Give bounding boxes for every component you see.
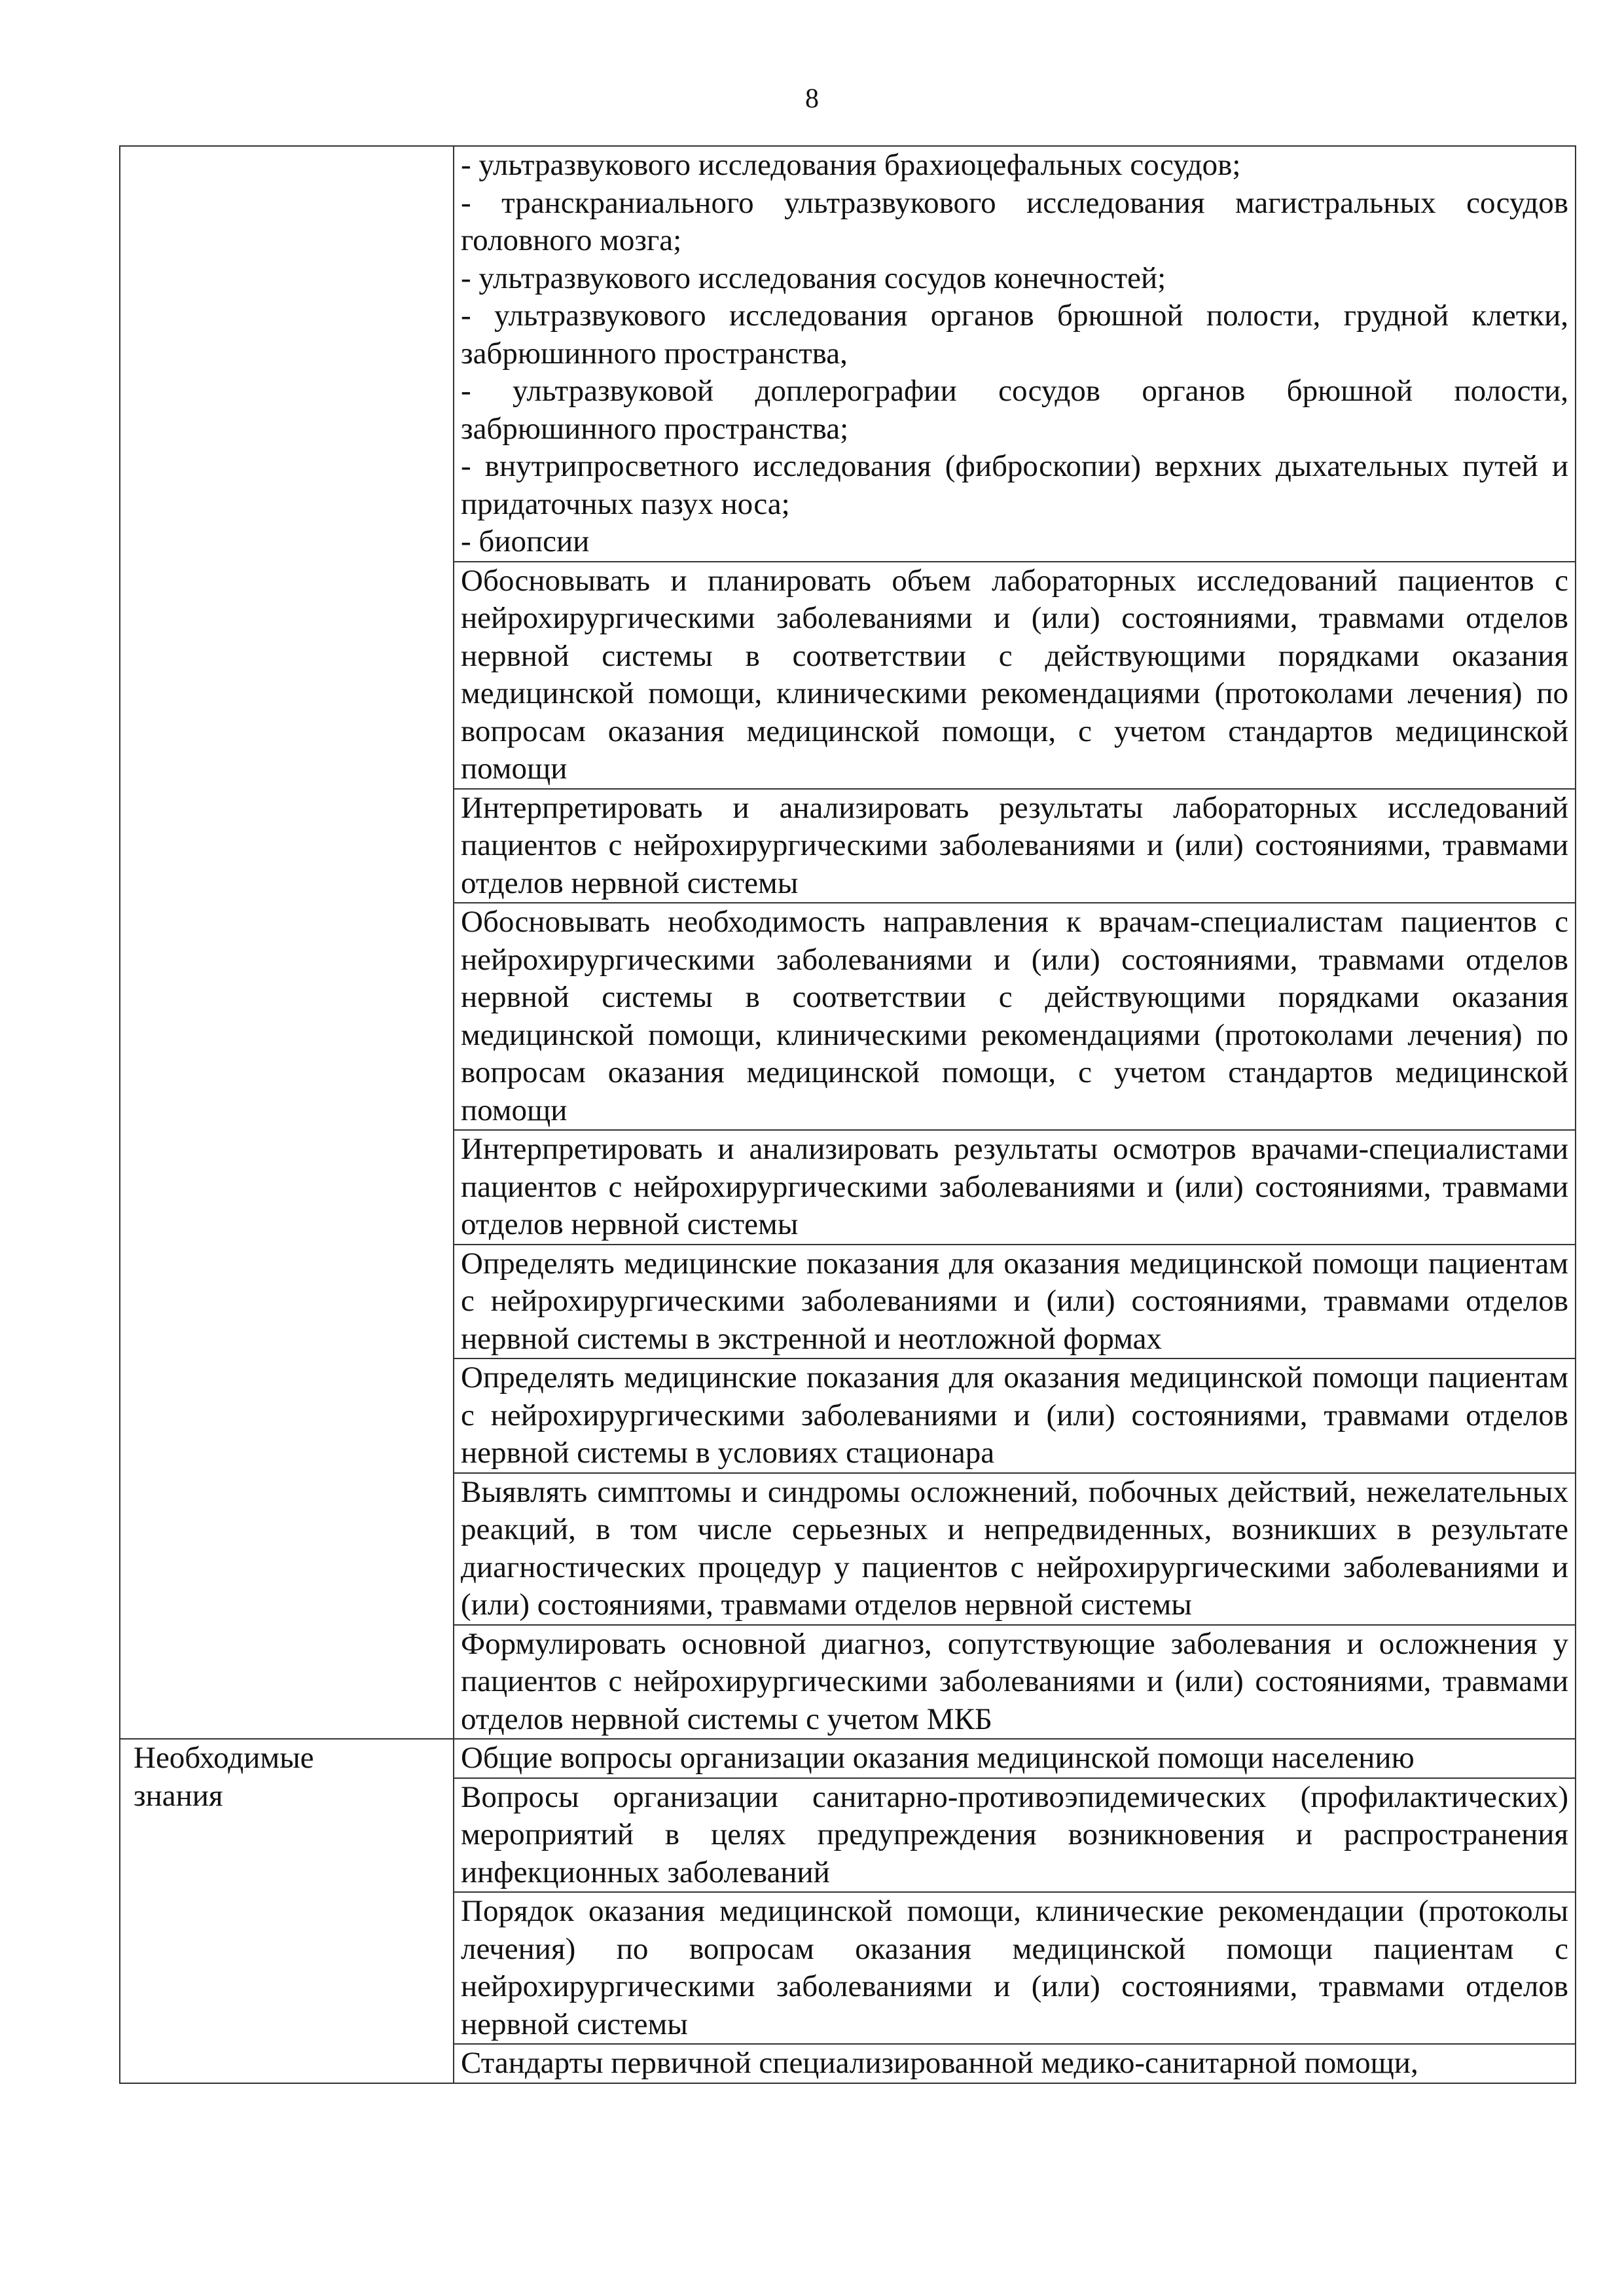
list-item: - ультразвукового исследования сосудов конечностей; (461, 261, 1166, 295)
table-cell: Интерпретировать и анализировать результаты лабораторных исследований пациентов с нейрохирургическими заболеваниями и (или) состояниями, травмами отделов нервной системы (454, 789, 1576, 903)
table-row (120, 146, 1576, 562)
list-item: - биопсии (461, 524, 590, 558)
competency-table (119, 145, 1576, 2084)
table-cell: Обосновывать необходимость направления к врачам-специалистам пациентов с нейрохирургическими заболеваниями и (или) состояниями, травмами отделов нервной системы в соответствии с действующими порядками оказания медицинской помощи, клиническими рекомендациями (протоколами лечения) по вопросам оказания медицинской помощи, с учетом стандартов медицинской помощи (454, 903, 1576, 1130)
list-item: - внутрипросветного исследования (фиброскопии) верхних дыхательных путей и придаточных пазух носа; (461, 449, 1568, 521)
list-item: - ультразвуковой доплерографии сосудов органов брюшной полости, забрюшинного пространства; (461, 374, 1568, 446)
table-cell: Определять медицинские показания для оказания медицинской помощи пациентам с нейрохирургическими заболеваниями и (или) состояниями, травмами отделов нервной системы в условиях стационара (454, 1358, 1576, 1473)
row-label-empty (120, 146, 454, 1739)
table-cell: Интерпретировать и анализировать результаты осмотров врачами-специалистами пациентов с нейрохирургическими заболеваниями и (или) состояниями, травмами отделов нервной системы (454, 1130, 1576, 1245)
table-cell: Общие вопросы организации оказания медицинской помощи населению (454, 1739, 1576, 1778)
knowledge-label: Необходимые (134, 1741, 314, 1775)
table-cell: Определять медицинские показания для оказания медицинской помощи пациентам с нейрохирургическими заболеваниями и (или) состояниями, травмами отделов нервной системы в экстренной и неотложной формах (454, 1245, 1576, 1359)
list-item: - ультразвукового исследования органов брюшной полости, грудной клетки, забрюшинного пространства, (461, 299, 1568, 371)
table-cell: Формулировать основной диагноз, сопутствующие заболевания и осложнения у пациентов с нейрохирургическими заболеваниями и (или) состояниями, травмами отделов нервной системы с учетом МКБ (454, 1625, 1576, 1740)
list-item: - транскраниального ультразвукового исследования магистральных сосудов головного мозга; (461, 185, 1568, 257)
diagnostic-list-cell (454, 146, 1576, 562)
knowledge-label-cell (120, 1739, 454, 2083)
knowledge-label-continued: знания (134, 1778, 223, 1813)
page-number: 8 (805, 84, 819, 114)
list-item: - ультразвукового исследования брахиоцефальных сосудов; (461, 148, 1241, 182)
table-cell: Вопросы организации санитарно-противоэпидемических (профилактических) мероприятий в целях предупреждения возникновения и распространения инфекционных заболеваний (454, 1778, 1576, 1893)
table-row (120, 1739, 1576, 1778)
table-cell: Порядок оказания медицинской помощи, клинические рекомендации (протоколы лечения) по вопросам оказания медицинской помощи пациентам с нейрохирургическими заболеваниями и (или) состояниями, травмами отделов нервной системы (454, 1892, 1576, 2044)
table-cell: Стандарты первичной специализированной медико-санитарной помощи, (454, 2044, 1576, 2083)
table-cell: Обосновывать и планировать объем лабораторных исследований пациентов с нейрохирургическими заболеваниями и (или) состояниями, травмами отделов нервной системы в соответствии с действующими порядками оказания медицинской помощи, клиническими рекомендациями (протоколами лечения) по вопросам оказания медицинской помощи, с учетом стандартов медицинской помощи (454, 562, 1576, 789)
table-cell: Выявлять симптомы и синдромы осложнений, побочных действий, нежелательных реакций, в том числе серьезных и непредвиденных, возникших в результате диагностических процедур у пациентов с нейрохирургическими заболеваниями и (или) состояниями, травмами отделов нервной системы (454, 1473, 1576, 1625)
